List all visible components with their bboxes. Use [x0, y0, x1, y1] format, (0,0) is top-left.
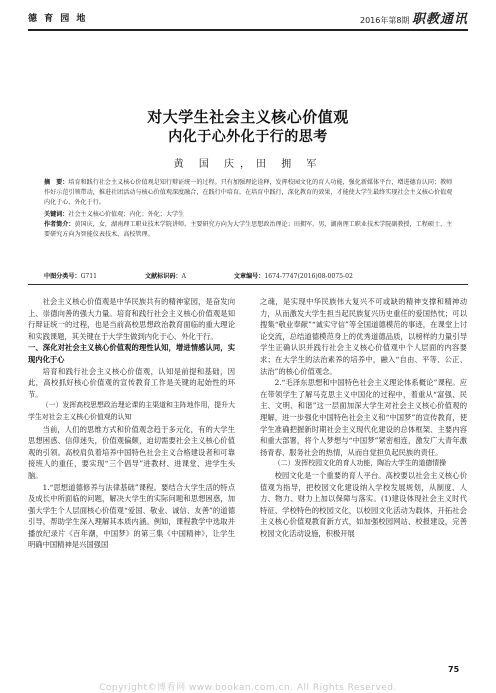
article-title-line-2: 内化于心外化于行的思考: [168, 129, 328, 145]
keywords-label: 关键词：: [44, 211, 69, 218]
copyright-watermark: Copyright©博看网 www.bookan.com.cn. All Rights Reserved.: [99, 683, 397, 693]
issue-number: 2016年第8期: [359, 16, 410, 25]
abstract-text: 培育和践行社会主义核心价值观是知行辩证统一的过程。只有加强理论诠释，发挥校园文化的育人功能，强化新媒体平台，增进德育认同；教师作好示范引领带动，推进社团活动与核心价值观深度融合，在践行中培育，在培育中践行，深化教育的效果，才能使大学生最终实现社会主义核心价值观内化于心、外化于行。: [44, 179, 453, 206]
subsection-heading: （一）发挥高校思想政治理论课的主渠道和主阵地作用，提升大学生对社会主义核心价值观的认知: [28, 401, 235, 421]
article-id-value: 1674-7747(2016)08-0075-02: [264, 273, 353, 280]
doc-code: [145, 271, 186, 280]
clc-label: 中图分类号：: [44, 273, 81, 280]
doc-code-value: A: [181, 273, 186, 280]
article-authors: 黄 国 庆，田 拥 军: [173, 159, 323, 170]
author-info-label: 作者简介：: [44, 221, 75, 228]
journal-name: 职教通讯: [411, 12, 468, 27]
body-paragraph: 2.“毛泽东思想和中国特色社会主义理论体系概论”课程。应在带领学生了解马克思主义中国化的过程中，着重从“富强、民主、文明、和谐”这一层面加深大学生对社会主义核心价值观的理解，进一步强化中国特色社会主义和“中国梦”的宣传教育，使学生准确把握新时期社会主义现代化建设的总体框架、主要内容和重大部署，将个人梦想与“中国梦”紧密相连，激发广大青年激扬青春、服务社会的热情，从而自觉担负起民族的责任。: [260, 378, 467, 457]
abstract: [44, 178, 454, 208]
body-paragraph: 校园文化是一个重要的育人平台。高校要以社会主义核心价值观为指导，把校园文化建设纳入学校发展规划，从制度、人力、物力、财力上加以保障与落实。(1)建设体现社会主义时代特征、学校特色的校园文化，以校园文化活动为载体，开拓社会主义核心价值观教育新方式，如加强校园网站、校报建设，完善校园文化活动设施，积极开展: [260, 470, 467, 538]
body-column-left: [28, 296, 235, 551]
classification-line: [44, 271, 454, 280]
page-number: 75: [448, 665, 460, 674]
subsection-heading: （二）发挥校园文化的育人功能，陶冶大学生的道德情操: [273, 459, 447, 468]
body-paragraph: 之魂，是实现中华民族伟大复兴不可或缺的精神支撑和精神动力，从而激发大学生担当起民族复兴历史重任的爱国热忱；可以搜集“敬业奉献”“诚实守信”等全国道德模范的事迹，在课堂上讨论交流，总结道德模范身上的优秀道德品质，以榜样的力量引导学生正确认识并践行社会主义核心价值观中个人层面的内容要求；在大学生的法治素养的培养中，融入“自由、平等、公正、法治”的核心价值观念。: [260, 297, 467, 376]
body-paragraph: 1.“思想道德修养与法律基础”课程。要结合大学生活的特点及成长中所面临的问题，解决大学生的实际问题和思想困惑，加强大学生个人层面核心价值观“爱国、敬业、诚信、友善”的道德引导，帮助学生深入理解其本质内涵。例如，课程教学中选取并播放纪录片《百年潮，中国梦》的第三集《中国精神》，让学生明确中国精神是兴国强国: [28, 482, 235, 550]
section-heading: 一、深化对社会主义核心价值观的理性认知，增进情感认同，实现内化于心: [28, 343, 235, 364]
section-name: 德 育 园 地: [28, 14, 88, 24]
article-title-line-1: 对大学生社会主义核心价值观: [147, 108, 349, 126]
body-paragraph: 当前，人们的思维方式和价值观念趋于多元化，有的大学生思想困惑、信仰迷失，价值观偏颇，迫切需要社会主义核心价值观的引领。高校肩负着培养中国特色社会主义合格建设者和可靠接班人的重任，要实现“三个倡导”进教材、进课堂、进学生头脑。: [28, 424, 235, 480]
author-info: [44, 220, 454, 240]
body-paragraph: 社会主义核心价值观是中华民族共有的精神家园，是奋发向上、崇德向善的强大力量。培育和践行社会主义核心价值观是知行辩证统一的过程，也是当前高校思想政治教育面临的重大理论和实践课题，其关键在于大学生做到内化于心、外化于行。: [28, 297, 235, 341]
issue-info: [360, 8, 468, 27]
clc: [44, 271, 97, 280]
abstract-rule: [28, 284, 468, 285]
running-header: [28, 6, 468, 28]
body-paragraph: 培育和践行社会主义核心价值观，认知是前提和基础，因此，高校抓好核心价值观的宣传教育工作是关键的起始性的环节。: [28, 366, 235, 399]
keywords: [44, 210, 454, 220]
clc-value: G711: [80, 273, 98, 280]
author-info-text: 黄国庆，女，湖南理工职业技术学院讲师，主要研究方向为大学生思想政治理论；田拥军，男，湖南理工职业技术学院副教授，工程硕士，主要研究方向为智能仪表技术、高校管理。: [44, 221, 453, 238]
body-column-right: [260, 296, 467, 539]
keywords-text: 社会主义核心价值观；内化；外化；大学生: [68, 211, 185, 218]
abstract-label: 摘 要：: [44, 179, 69, 186]
doc-code-label: 文献标识码：: [145, 273, 182, 280]
article-id: [234, 271, 353, 280]
article-id-label: 文章编号：: [233, 273, 265, 280]
header-rule: [28, 29, 468, 31]
